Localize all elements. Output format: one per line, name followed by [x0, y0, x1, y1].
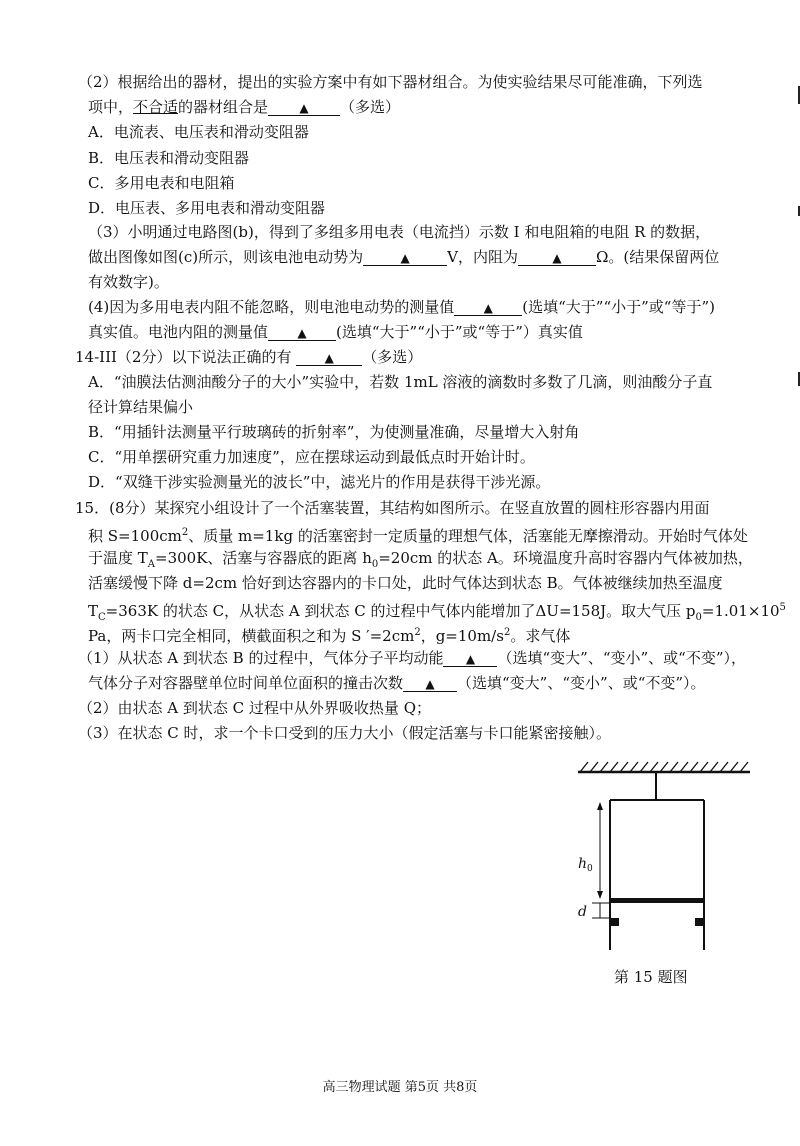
- q14-option-c: C．“用单摆研究重力加速度”，应在摆球运动到最低点时开始计时。: [88, 448, 535, 466]
- q3-line-3: 有效数字)。: [88, 273, 169, 291]
- q14-option-d: D．“双缝干涉实验测量光的波长”中，滤光片的作用是获得干涉光源。: [88, 473, 551, 491]
- figure-caption: 第 15 题图: [614, 968, 688, 986]
- q2-option-b: B．电压表和滑动变阻器: [88, 149, 250, 167]
- q15-line-1: 15．(8分）某探究小组设计了一个活塞装置，其结构如图所示。在竖直放置的圆柱形容器内用面: [75, 499, 710, 517]
- answer-blank: ▲: [454, 301, 522, 316]
- q2-line-1: （2）根据给出的器材，提出的实验方案中有如下器材组合。为使实验结果尽可能准确，下列选: [78, 73, 703, 91]
- answer-blank: ▲: [268, 326, 336, 341]
- q3-line-1: （3）小明通过电路图(b)，得到了多组多用电表（电流挡）示数 I 和电阻箱的电阻 R 的数据，: [88, 223, 711, 241]
- h0-arrow-top: [597, 802, 603, 810]
- q15-sub-2: （2）由状态 A 到状态 C 过程中从外界吸收热量 Q；: [78, 699, 431, 717]
- q14-heading: 14-III（2分）以下说法正确的有 ▲ （多选）: [75, 348, 423, 366]
- right-stopper: [695, 918, 703, 926]
- answer-blank: ▲: [268, 101, 340, 116]
- q2-option-c: C．多用电表和电阻箱: [88, 174, 235, 192]
- q2-option-d: D．电压表、多用电表和滑动变阻器: [88, 199, 326, 217]
- q3-line-2: 做出图像如图(c)所示，则该电池电动势为 ▲ V，内阻为 ▲ Ω。(结果保留两位: [88, 248, 720, 266]
- q15-sub-1-line-2: 气体分子对容器壁单位时间单位面积的撞击次数 ▲ （选填“变大”、“变小”、或“不变”）。: [88, 674, 706, 692]
- q15-sub-1-line-1: （1）从状态 A 到状态 B 的过程中，气体分子平均动能 ▲ （选填“变大”、“变小”、或“不变”），: [78, 649, 746, 667]
- h0-arrow-bottom: [597, 891, 603, 899]
- q15-line-4: 活塞缓慢下降 d=2cm 恰好到达容器内的卡口处，此时气体达到状态 B。气体被继续加热至温度: [88, 574, 723, 592]
- answer-blank: ▲: [443, 652, 497, 667]
- q14-option-b: B．“用插针法测量平行玻璃砖的折射率”，为使测量准确，尽量增大入射角: [88, 423, 580, 441]
- answer-blank: ▲: [363, 251, 447, 266]
- q15-line-3: 于温度 $T_A=300K$、活塞与容器底的距离 $h_0=20cm$ 的状态 A。环境温度升高时容器内气体被加热，: [88, 549, 753, 570]
- page-footer: 高三物理试题 第5页 共8页: [322, 1080, 478, 1095]
- q14-option-a-line-2: 径计算结果偏小: [88, 398, 194, 416]
- q14-option-a-line-1: A．“油膜法估测油酸分子的大小”实验中，若数 1mL 溶液的滴数时多数了几滴，则油酸分子直: [88, 373, 713, 391]
- left-stopper: [611, 918, 619, 926]
- q4-line-1: (4)因为多用电表内阻不能忽略，则电池电动势的测量值 ▲ (选填“大于”“小于”或“等于”): [88, 298, 715, 316]
- piston: [611, 898, 703, 903]
- h0-label: $h_0$: [578, 856, 593, 874]
- ceiling-hatching: [580, 762, 748, 772]
- piston-diagram: [570, 758, 770, 958]
- q4-line-2: 真实值。电池内阻的测量值 ▲ (选填“大于”“小于”或“等于”）真实值: [88, 323, 583, 341]
- q15-line-5: $T_C=363K$ 的状态 C，从状态 A 到状态 C 的过程中气体内能增加了ΔU=158J。取大气压 $p_0=1.01\times 10^5$: [88, 602, 786, 623]
- answer-blank: ▲: [518, 251, 596, 266]
- piston-container-figure: [570, 758, 770, 962]
- answer-blank: ▲: [296, 351, 362, 366]
- q15-line-2: 积 $S=100cm^2$、质量 m=1kg 的活塞密封一定质量的理想气体，活塞能无摩擦滑动。开始时气体处: [88, 527, 748, 545]
- q15-sub-3: （3）在状态 C 时，求一个卡口受到的压力大小（假定活塞与卡口能紧密接触）。: [78, 724, 612, 742]
- q2-option-a: A．电流表、电压表和滑动变阻器: [88, 123, 309, 141]
- q2-line-2: 项中，不合适的器材组合是 ▲ （多选）: [88, 98, 401, 116]
- answer-blank: ▲: [403, 677, 457, 692]
- d-label: d: [578, 904, 587, 920]
- q15-line-6: Pa，两卡口完全相同，横截面积之和为 S $'=2cm^2$，$g=10m/s^2$。求气体: [88, 627, 571, 645]
